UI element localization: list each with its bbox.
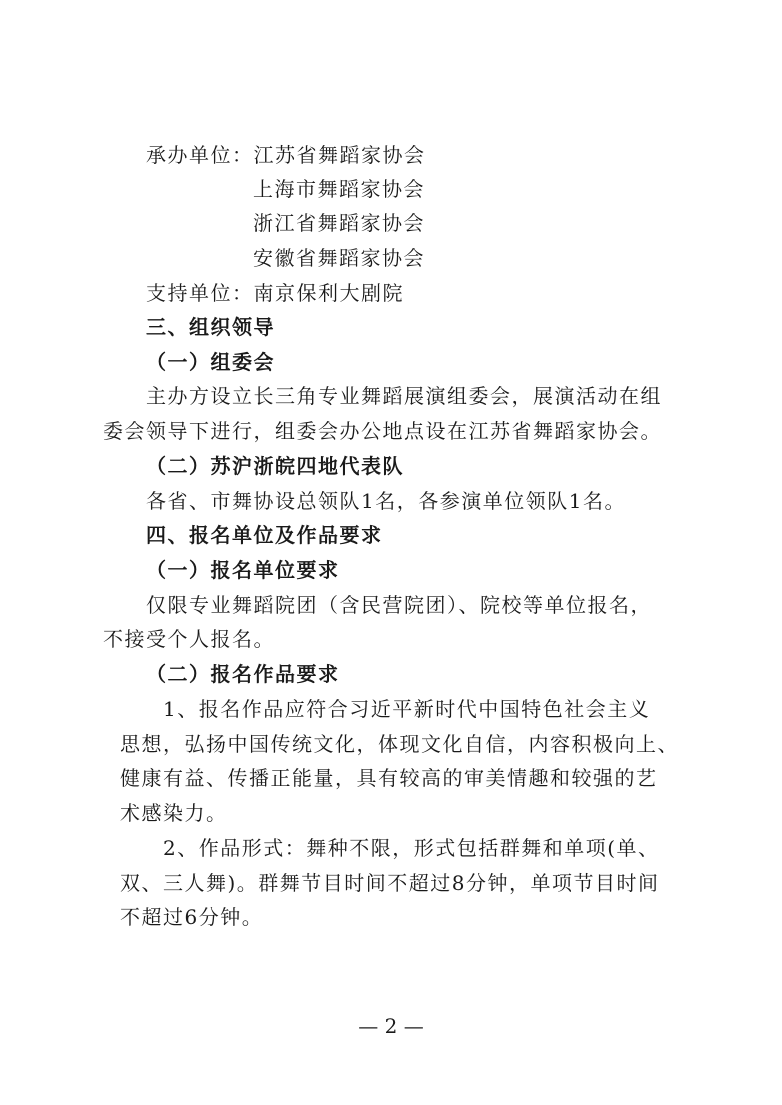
item1-line-2: 思想，弘扬中国传统文化，体现文化自信，内容积极向上、 [120, 732, 679, 756]
organizer-line-2: 上海市舞蹈家协会 [253, 177, 425, 201]
item2-line-3: 不超过6分钟。 [120, 905, 264, 929]
section4-sub1-line-1: 仅限专业舞蹈院团（含民营院团）、院校等单位报名， [146, 593, 652, 617]
section3-sub1-line-2: 委会领导下进行，组委会办公地点设在江苏省舞蹈家协会。 [103, 419, 662, 443]
organizer-line-4: 安徽省舞蹈家协会 [253, 246, 425, 270]
section3-sub2-heading: （二）苏沪浙皖四地代表队 [146, 454, 404, 478]
section3-sub1-heading: （一）组委会 [146, 350, 275, 374]
section3-sub2-line-1: 各省、市舞协设总领队1名，各参演单位领队1名。 [146, 489, 626, 513]
section4-sub1-heading: （一）报名单位要求 [146, 558, 340, 582]
item2-line-1: 2、作品形式：舞种不限，形式包括群舞和单项(单、 [163, 836, 660, 860]
item2-line-2: 双、三人舞)。群舞节目时间不超过8分钟，单项节目时间 [120, 871, 660, 895]
section4-heading: 四、报名单位及作品要求 [146, 523, 383, 547]
supporter-line: 支持单位：南京保利大剧院 [146, 281, 404, 305]
item1-line-4: 术感染力。 [120, 801, 228, 825]
organizer-line-1: 承办单位：江苏省舞蹈家协会 [146, 143, 426, 167]
section4-sub2-heading: （二）报名作品要求 [146, 662, 340, 686]
item1-line-1: 1、报名作品应符合习近平新时代中国特色社会主义 [163, 697, 651, 721]
page-number: — 2 — [358, 1014, 424, 1038]
item1-line-3: 健康有益、传播正能量，具有较高的审美情趣和较强的艺 [120, 766, 658, 790]
section3-heading: 三、组织领导 [146, 315, 275, 339]
section3-sub1-line-1: 主办方设立长三角专业舞蹈展演组委会，展演活动在组 [146, 384, 662, 408]
section4-sub1-line-2: 不接受个人报名。 [103, 627, 275, 651]
organizer-line-3: 浙江省舞蹈家协会 [253, 211, 425, 235]
